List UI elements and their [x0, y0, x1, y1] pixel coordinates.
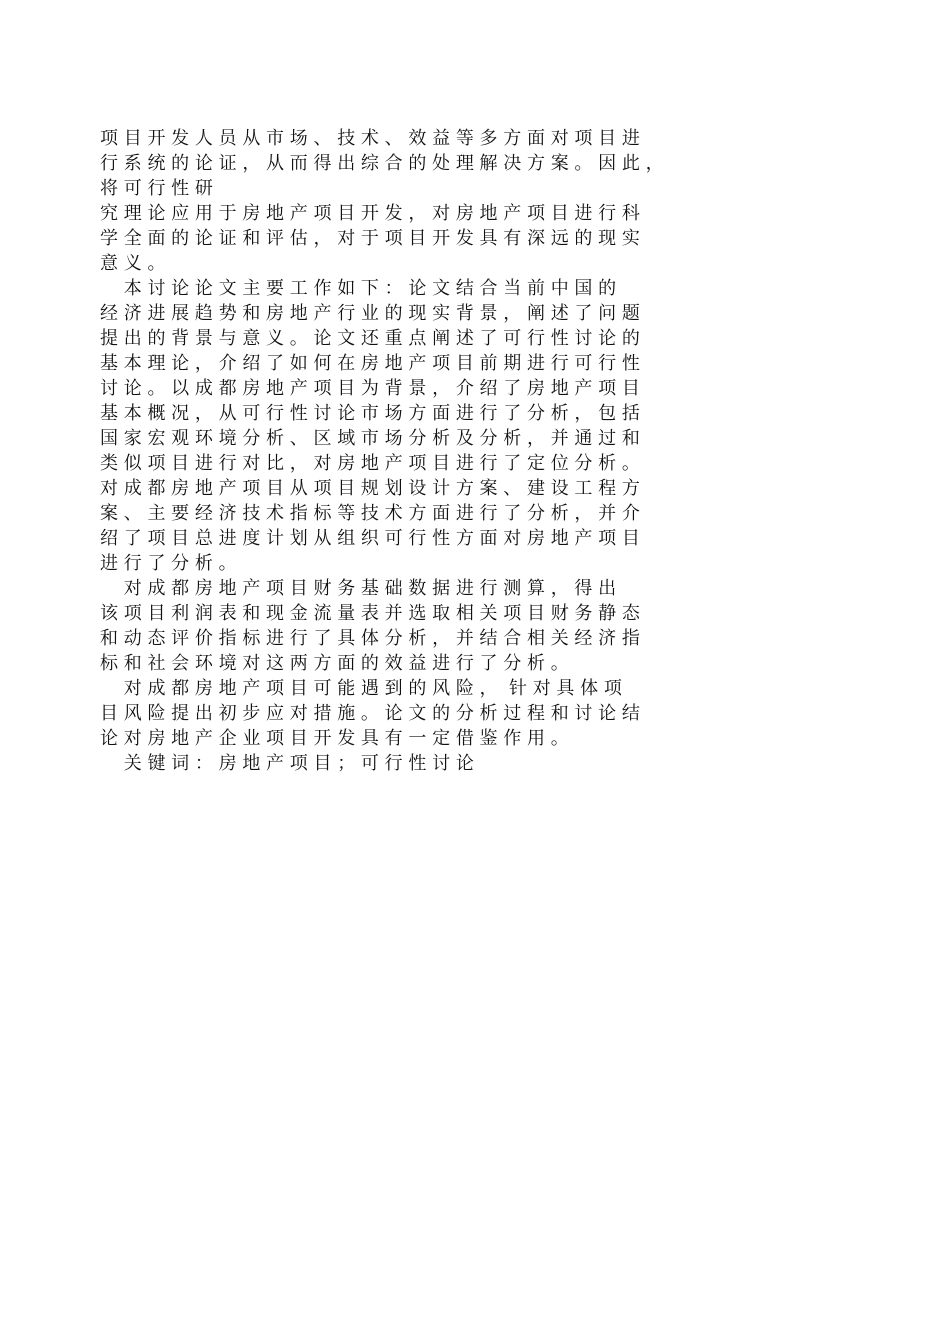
text-line: 进 行 了 分 析 。 — [100, 553, 237, 574]
text-line: 对 成 都 房 地 产 项 目 从 项 目 规 划 设 计 方 案 、 建 设 工 程 方 — [100, 478, 640, 499]
text-line: 该 项 目 利 润 表 和 现 金 流 量 表 并 选 取 相 关 项 目 财 务 静 态 — [100, 603, 640, 624]
text-line: 对 成 都 房 地 产 项 目 财 务 基 础 数 据 进 行 测 算 ， 得 出 — [100, 578, 617, 599]
text-line: 标 和 社 会 环 境 对 这 两 方 面 的 效 益 进 行 了 分 析 。 — [100, 653, 569, 674]
text-line: 项 目 开 发 人 员 从 市 场 、 技 术 、 效 益 等 多 方 面 对 项 目 进 — [100, 128, 640, 149]
text-line: 绍 了 项 目 总 进 度 计 划 从 组 织 可 行 性 方 面 对 房 地 产 项 目 — [100, 528, 640, 549]
text-line: 意 义 。 — [100, 253, 166, 274]
text-line: 类 似 项 目 进 行 对 比 ， 对 房 地 产 项 目 进 行 了 定 位 分 析 。 — [100, 453, 640, 474]
text-line: 论 对 房 地 产 企 业 项 目 开 发 具 有 一 定 借 鉴 作 用 。 — [100, 728, 569, 749]
abstract-text — [100, 126, 900, 776]
text-line: 经 济 进 展 趋 势 和 房 地 产 行 业 的 现 实 背 景 ， 阐 述 了 问 题 — [100, 303, 640, 324]
text-line: 对 成 都 房 地 产 项 目 可 能 遇 到 的 风 险 ， 针 对 具 体 项 — [100, 678, 622, 699]
text-line: 基 本 理 论 ， 介 绍 了 如 何 在 房 地 产 项 目 前 期 进 行 可 行 性 — [100, 353, 640, 374]
text-line: 国 家 宏 观 环 境 分 析 、 区 域 市 场 分 析 及 分 析 ， 并 通 过 和 — [100, 428, 640, 449]
text-line: 行 系 统 的 论 证 ， 从 而 得 出 综 合 的 处 理 解 决 方 案 。 因 此 ， — [100, 153, 664, 174]
text-line: 学 全 面 的 论 证 和 评 估 ， 对 于 项 目 开 发 具 有 深 远 的 现 实 — [100, 228, 640, 249]
text-line: 本 讨 论 论 文 主 要 工 作 如 下 ： 论 文 结 合 当 前 中 国 的 — [100, 278, 617, 299]
text-line: 目 风 险 提 出 初 步 应 对 措 施 。 论 文 的 分 析 过 程 和 讨 论 结 — [100, 703, 640, 724]
text-line: 究 理 论 应 用 于 房 地 产 项 目 开 发 ， 对 房 地 产 项 目 进 行 科 — [100, 203, 640, 224]
text-line: 讨 论 。 以 成 都 房 地 产 项 目 为 背 景 ， 介 绍 了 房 地 产 项 目 — [100, 378, 640, 399]
text-line: 和 动 态 评 价 指 标 进 行 了 具 体 分 析 ， 并 结 合 相 关 经 济 指 — [100, 628, 640, 649]
text-line: 基 本 概 况 ， 从 可 行 性 讨 论 市 场 方 面 进 行 了 分 析 ， 包 括 — [100, 403, 640, 424]
keywords-line: 关 键 词 ： 房 地 产 项 目 ； 可 行 性 讨 论 — [100, 753, 474, 774]
text-line: 提 出 的 背 景 与 意 义 。 论 文 还 重 点 阐 述 了 可 行 性 讨 论 的 — [100, 328, 640, 349]
text-line: 案 、 主 要 经 济 技 术 指 标 等 技 术 方 面 进 行 了 分 析 ， 并 介 — [100, 503, 640, 524]
text-line: 将 可 行 性 研 — [100, 178, 213, 199]
